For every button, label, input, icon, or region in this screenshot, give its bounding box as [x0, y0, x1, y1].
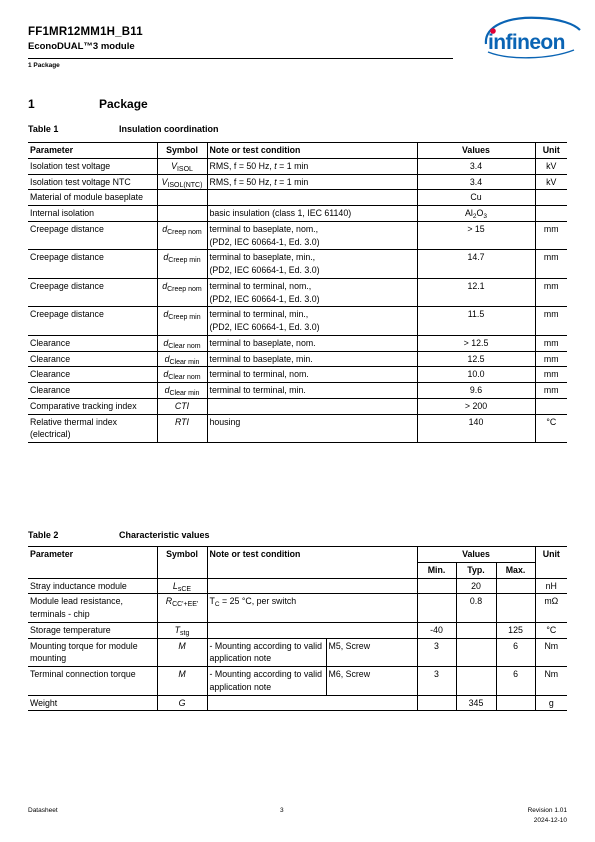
symbol-cell: M [157, 638, 207, 667]
value-cell: Cu [417, 190, 535, 206]
parameter-cell: Clearance [28, 335, 157, 351]
table-row [28, 622, 567, 638]
table-row [28, 190, 567, 206]
parameter-cell: Isolation test voltage NTC [28, 174, 157, 190]
parameter-cell: Internal isolation [28, 206, 157, 222]
insulation-coordination-table [28, 142, 567, 443]
table-header-row [28, 547, 567, 563]
characteristic-values-table [28, 546, 567, 711]
table-row [28, 383, 567, 399]
part-number: FF1MR12MM1H_B11 [28, 26, 143, 38]
unit-cell: g [535, 695, 567, 711]
parameter-cell: Creepage distance [28, 307, 157, 336]
unit-cell: kV [535, 174, 567, 190]
table-row [28, 250, 567, 279]
unit-cell: mm [535, 250, 567, 279]
value-cell: 9.6 [417, 383, 535, 399]
symbol-cell: $d_{Creep min}$ [157, 307, 207, 336]
max-cell [496, 594, 535, 623]
value-cell: $Al_2O_3$ [417, 206, 535, 222]
table1-caption [28, 124, 219, 134]
table1-title: Insulation coordination [119, 124, 219, 134]
value-cell: 12.1 [417, 278, 535, 307]
note-cell: terminal to baseplate, min. [207, 351, 417, 367]
note-cell: terminal to terminal, min., (PD2, IEC 60664-1, Ed. 3.0) [207, 307, 417, 336]
parameter-cell: Creepage distance [28, 278, 157, 307]
unit-cell [535, 206, 567, 222]
table-row [28, 174, 567, 190]
symbol-cell [157, 190, 207, 206]
typ-cell [456, 622, 496, 638]
note-cell: basic insulation (class 1, IEC 61140) [207, 206, 417, 222]
symbol-cell: $d_{Creep min}$ [157, 250, 207, 279]
parameter-cell: Storage temperature [28, 622, 157, 638]
min-cell [417, 594, 456, 623]
note-cell: terminal to terminal, nom., (PD2, IEC 60664-1, Ed. 3.0) [207, 278, 417, 307]
symbol-cell [157, 206, 207, 222]
unit-cell: mm [535, 278, 567, 307]
note-cell-screw: M6, Screw [326, 667, 417, 696]
max-cell [496, 578, 535, 594]
col-unit: Unit [535, 547, 567, 579]
unit-cell: mΩ [535, 594, 567, 623]
unit-cell: kV [535, 158, 567, 174]
table-row [28, 667, 567, 696]
col-unit: Unit [535, 143, 567, 159]
unit-cell: Nm [535, 667, 567, 696]
table-row [28, 695, 567, 711]
col-note: Note or test condition [207, 143, 417, 159]
parameter-cell: Clearance [28, 383, 157, 399]
unit-cell: °C [535, 414, 567, 443]
col-values: Values [417, 143, 535, 159]
symbol-cell: $V_{ISOL(NTC)}$ [157, 174, 207, 190]
typ-cell: 20 [456, 578, 496, 594]
table-row [28, 221, 567, 250]
section-number: 1 [28, 97, 35, 111]
col-symbol: Symbol [157, 143, 207, 159]
symbol-cell: $R_{CC'+EE'}$ [157, 594, 207, 623]
parameter-cell: Creepage distance [28, 250, 157, 279]
symbol-cell: $V_{ISOL}$ [157, 158, 207, 174]
parameter-cell: Terminal connection torque [28, 667, 157, 696]
symbol-cell: $d_{Creep nom}$ [157, 278, 207, 307]
typ-cell [456, 667, 496, 696]
typ-cell: 345 [456, 695, 496, 711]
table2-caption [28, 530, 210, 540]
parameter-cell: Clearance [28, 367, 157, 383]
symbol-cell: CTI [157, 398, 207, 414]
parameter-cell: Clearance [28, 351, 157, 367]
note-cell: terminal to terminal, min. [207, 383, 417, 399]
note-cell: terminal to baseplate, nom. [207, 335, 417, 351]
table-row [28, 158, 567, 174]
note-cell: - Mounting according to valid application note [207, 638, 326, 667]
symbol-cell: $d_{Clear nom}$ [157, 335, 207, 351]
col-values: Values [417, 547, 535, 563]
min-cell: 3 [417, 667, 456, 696]
symbol-cell: $T_{stg}$ [157, 622, 207, 638]
parameter-cell: Material of module baseplate [28, 190, 157, 206]
max-cell: 6 [496, 638, 535, 667]
table-row [28, 398, 567, 414]
table-row [28, 367, 567, 383]
table-row [28, 278, 567, 307]
table1-label: Table 1 [28, 124, 59, 134]
table-row [28, 307, 567, 336]
value-cell: 3.4 [417, 174, 535, 190]
col-note: Note or test condition [207, 547, 417, 579]
note-cell [207, 190, 417, 206]
parameter-cell: Mounting torque for module mounting [28, 638, 157, 667]
note-cell [207, 398, 417, 414]
typ-cell [456, 638, 496, 667]
symbol-cell: M [157, 667, 207, 696]
note-cell: $T_C = 25$ °C, per switch [207, 594, 417, 623]
table-row [28, 206, 567, 222]
parameter-cell: Comparative tracking index [28, 398, 157, 414]
note-cell [207, 622, 417, 638]
unit-cell: mm [535, 307, 567, 336]
unit-cell: mm [535, 335, 567, 351]
note-cell: RMS, f = 50 Hz, t = 1 min [207, 158, 417, 174]
table-row [28, 638, 567, 667]
header-divider [28, 58, 453, 59]
note-cell [207, 695, 417, 711]
col-parameter: Parameter [28, 547, 157, 579]
value-cell: > 200 [417, 398, 535, 414]
note-cell: RMS, f = 50 Hz, t = 1 min [207, 174, 417, 190]
min-cell [417, 578, 456, 594]
min-cell: -40 [417, 622, 456, 638]
note-cell: terminal to baseplate, min., (PD2, IEC 60664-1, Ed. 3.0) [207, 250, 417, 279]
parameter-cell: Stray inductance module [28, 578, 157, 594]
module-name: EconoDUAL™3 module [28, 41, 135, 52]
unit-cell: Nm [535, 638, 567, 667]
col-min: Min. [417, 562, 456, 578]
unit-cell: nH [535, 578, 567, 594]
note-cell: - Mounting according to valid application note [207, 667, 326, 696]
symbol-cell: $d_{Clear min}$ [157, 351, 207, 367]
table-row [28, 594, 567, 623]
symbol-cell: $d_{Clear nom}$ [157, 367, 207, 383]
symbol-cell: $d_{Creep nom}$ [157, 221, 207, 250]
value-cell: 10.0 [417, 367, 535, 383]
note-cell: housing [207, 414, 417, 443]
footer-date: 2024-12-10 [533, 817, 567, 824]
table-row [28, 578, 567, 594]
section-title: Package [99, 97, 148, 111]
section-heading [28, 97, 148, 111]
max-cell: 6 [496, 667, 535, 696]
table2-label: Table 2 [28, 530, 59, 540]
col-max: Max. [496, 562, 535, 578]
col-parameter: Parameter [28, 143, 157, 159]
unit-cell: mm [535, 221, 567, 250]
note-cell: terminal to terminal, nom. [207, 367, 417, 383]
value-cell: 12.5 [417, 351, 535, 367]
min-cell [417, 695, 456, 711]
parameter-cell: Creepage distance [28, 221, 157, 250]
col-typ: Typ. [456, 562, 496, 578]
symbol-cell: G [157, 695, 207, 711]
parameter-cell: Relative thermal index (electrical) [28, 414, 157, 443]
symbol-cell: RTI [157, 414, 207, 443]
unit-cell: mm [535, 351, 567, 367]
max-cell [496, 695, 535, 711]
infineon-logo [478, 14, 584, 62]
footer-page-number: 3 [280, 807, 284, 814]
min-cell: 3 [417, 638, 456, 667]
table-header-row [28, 143, 567, 159]
table2-title: Characteristic values [119, 530, 210, 540]
unit-cell [535, 398, 567, 414]
symbol-cell: $L_{sCE}$ [157, 578, 207, 594]
parameter-cell: Module lead resistance, terminals - chip [28, 594, 157, 623]
value-cell: 3.4 [417, 158, 535, 174]
parameter-cell: Weight [28, 695, 157, 711]
logo-text: infineon [488, 31, 565, 54]
table-row [28, 351, 567, 367]
value-cell: > 15 [417, 221, 535, 250]
value-cell: 14.7 [417, 250, 535, 279]
footer-doc-type: Datasheet [28, 807, 58, 814]
value-cell: > 12.5 [417, 335, 535, 351]
note-cell [207, 578, 417, 594]
note-cell-screw: M5, Screw [326, 638, 417, 667]
unit-cell: °C [535, 622, 567, 638]
value-cell: 11.5 [417, 307, 535, 336]
table-row [28, 414, 567, 443]
breadcrumb: 1 Package [28, 62, 60, 69]
unit-cell: mm [535, 367, 567, 383]
parameter-cell: Isolation test voltage [28, 158, 157, 174]
note-cell: terminal to baseplate, nom., (PD2, IEC 60664-1, Ed. 3.0) [207, 221, 417, 250]
footer-revision: Revision 1.01 [527, 807, 567, 814]
unit-cell: mm [535, 383, 567, 399]
col-symbol: Symbol [157, 547, 207, 579]
symbol-cell: $d_{Clear min}$ [157, 383, 207, 399]
value-cell: 140 [417, 414, 535, 443]
typ-cell: 0.8 [456, 594, 496, 623]
table-row [28, 335, 567, 351]
unit-cell [535, 190, 567, 206]
max-cell: 125 [496, 622, 535, 638]
